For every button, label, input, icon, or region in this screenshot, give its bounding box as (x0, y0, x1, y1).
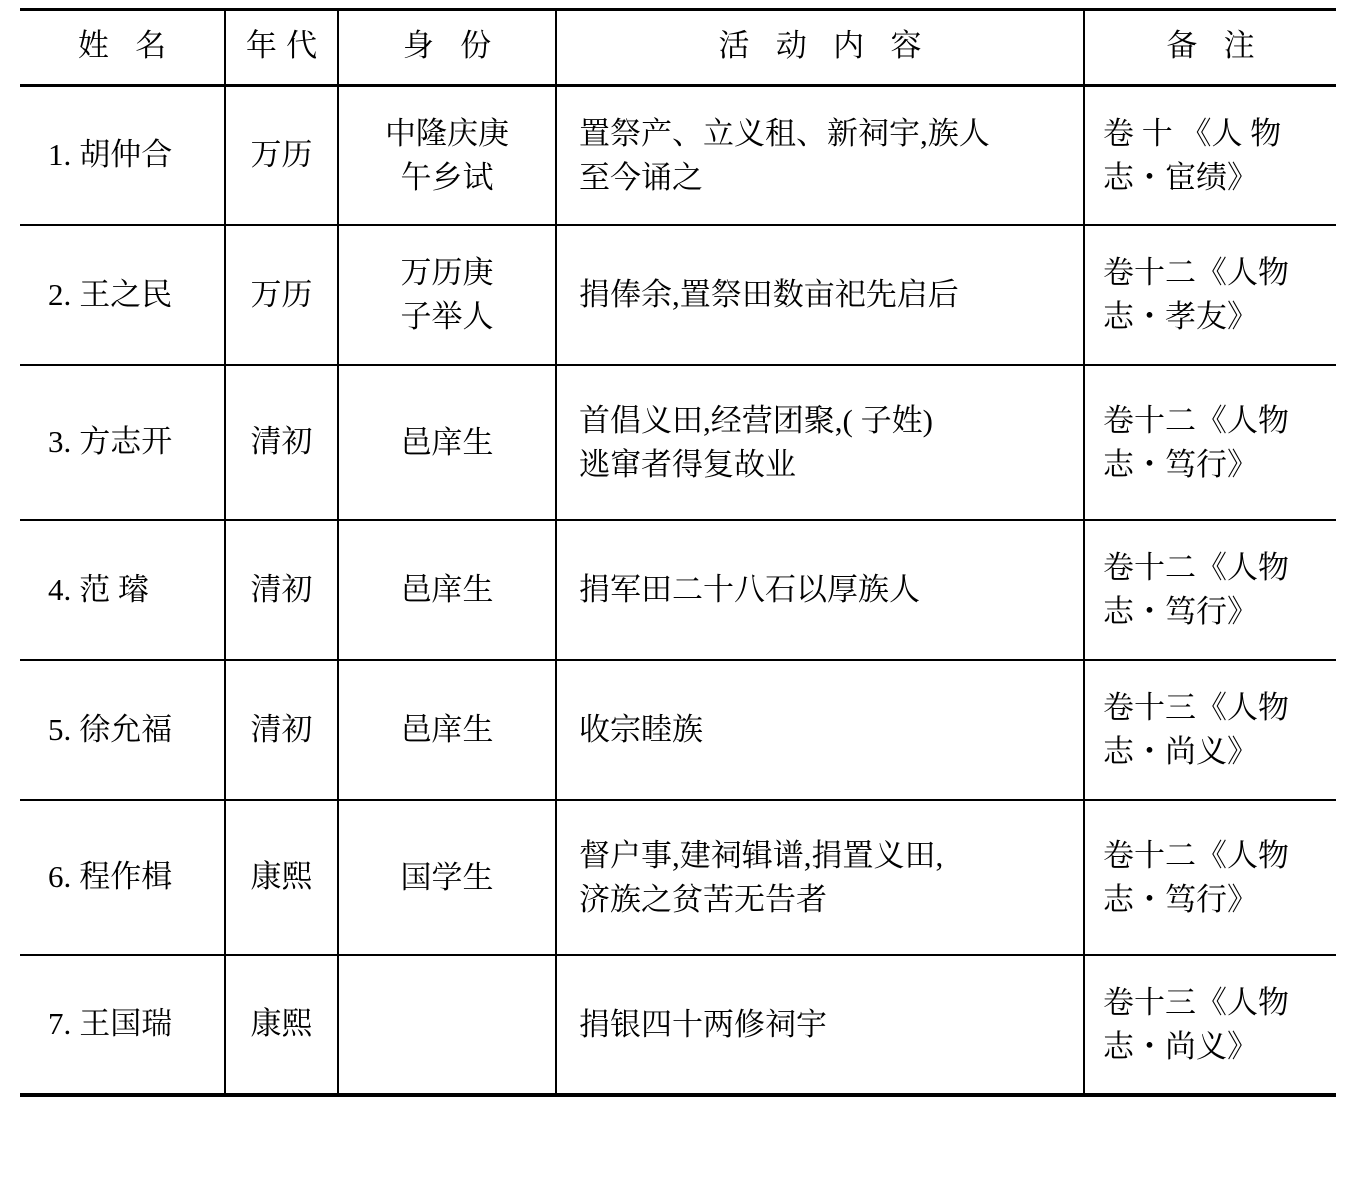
column-header-source-label: 备 注 (1166, 28, 1264, 63)
source-line-2: 志・尚义》 (1103, 1028, 1258, 1064)
status-line-1: 中隆庆庚 (385, 115, 509, 151)
row-number: 3. (48, 424, 72, 460)
source-text (1085, 971, 1336, 1079)
status-text (339, 1015, 555, 1035)
row-number: 2. (48, 276, 72, 312)
name-text (20, 124, 224, 187)
column-header-deeds (556, 10, 1084, 86)
person-name: 方志开 (79, 424, 173, 460)
name-text (20, 411, 224, 474)
table-body (20, 85, 1336, 1095)
row-number: 6. (48, 859, 72, 895)
source-line-1: 卷 十 《人 物 (1103, 115, 1282, 151)
cell-source (1084, 225, 1336, 365)
source-line-2: 志・笃行》 (1103, 446, 1258, 482)
deeds-text (557, 389, 1083, 497)
genealogy-activity-table (20, 8, 1336, 1097)
cell-source (1084, 85, 1336, 225)
name-text (20, 846, 224, 909)
name-text (20, 264, 224, 327)
deeds-line-1: 督户事,建祠辑谱,捐置义田, (579, 837, 944, 873)
source-line-1: 卷十三《人物 (1103, 690, 1289, 726)
cell-era (225, 225, 338, 365)
cell-deeds (556, 85, 1084, 225)
column-header-era (225, 10, 338, 86)
deeds-line-1: 捐俸余,置祭田数亩祀先启后 (579, 277, 959, 313)
status-text (339, 102, 555, 210)
cell-status (338, 520, 556, 660)
cell-source (1084, 955, 1336, 1095)
deeds-line-1: 首倡义田,经营团聚,( 子姓) (579, 402, 933, 438)
row-number: 1. (48, 137, 72, 173)
era-text: 万历 (250, 276, 313, 312)
cell-source (1084, 520, 1336, 660)
person-name: 程作楫 (79, 859, 173, 895)
status-text (339, 558, 555, 622)
cell-deeds (556, 225, 1084, 365)
cell-deeds (556, 800, 1084, 955)
source-line-2: 志・孝友》 (1103, 299, 1258, 335)
table-row (20, 660, 1336, 800)
table-row (20, 85, 1336, 225)
status-line-2: 子举人 (400, 299, 494, 335)
column-header-era-label: 年代 (245, 28, 327, 63)
column-header-deeds-label: 活 动 内 容 (718, 28, 931, 63)
deeds-text (557, 993, 1083, 1057)
person-name: 胡仲合 (79, 137, 173, 173)
deeds-line-2: 逃窜者得复故业 (579, 446, 796, 482)
cell-era (225, 800, 338, 955)
cell-era (225, 365, 338, 520)
cell-name (20, 225, 225, 365)
cell-status (338, 800, 556, 955)
cell-era (225, 955, 338, 1095)
cell-status (338, 955, 556, 1095)
name-text (20, 559, 224, 622)
cell-name (20, 85, 225, 225)
deeds-line-1: 置祭产、立义租、新祠宇,族人 (579, 115, 990, 151)
cell-status (338, 85, 556, 225)
table-row (20, 800, 1336, 955)
table-row (20, 365, 1336, 520)
source-line-1: 卷十二《人物 (1103, 837, 1289, 873)
cell-name (20, 660, 225, 800)
person-name: 王之民 (79, 276, 173, 312)
row-number: 4. (48, 571, 72, 607)
cell-deeds (556, 520, 1084, 660)
status-line-1: 国学生 (400, 859, 494, 895)
column-header-name (20, 10, 225, 86)
source-line-2: 志・笃行》 (1103, 594, 1258, 630)
status-text (339, 411, 555, 475)
cell-era (225, 85, 338, 225)
cell-source (1084, 660, 1336, 800)
deeds-text (557, 102, 1083, 210)
status-line-1: 万历庚 (400, 255, 494, 291)
source-line-2: 志・笃行》 (1103, 881, 1258, 917)
source-line-1: 卷十二《人物 (1103, 550, 1289, 586)
era-text: 清初 (250, 711, 313, 747)
deeds-text (557, 263, 1083, 327)
source-line-2: 志・尚义》 (1103, 734, 1258, 770)
table-row (20, 225, 1336, 365)
cell-name (20, 955, 225, 1095)
document-page (0, 8, 1354, 1179)
era-text: 万历 (250, 137, 313, 173)
status-line-1: 邑庠生 (400, 424, 494, 460)
column-header-status-label: 身 份 (402, 28, 501, 63)
deeds-line-1: 捐军田二十八石以厚族人 (579, 572, 920, 608)
cell-era (225, 520, 338, 660)
table-row (20, 955, 1336, 1095)
column-header-status (338, 10, 556, 86)
era-text: 清初 (250, 571, 313, 607)
cell-source (1084, 800, 1336, 955)
row-number: 5. (48, 711, 72, 747)
source-text (1085, 676, 1336, 784)
cell-name (20, 520, 225, 660)
source-line-1: 卷十二《人物 (1103, 402, 1289, 438)
status-text (339, 698, 555, 762)
person-name: 范 璿 (79, 571, 149, 607)
table-row (20, 520, 1336, 660)
table-header-row (20, 10, 1336, 86)
column-header-source (1084, 10, 1336, 86)
column-header-name-label: 姓 名 (77, 28, 176, 63)
cell-name (20, 800, 225, 955)
person-name: 徐允福 (79, 711, 173, 747)
person-name: 王国瑞 (79, 1006, 173, 1042)
cell-deeds (556, 660, 1084, 800)
source-line-1: 卷十二《人物 (1103, 255, 1289, 291)
cell-status (338, 225, 556, 365)
deeds-text (557, 698, 1083, 762)
deeds-text (557, 824, 1083, 932)
cell-source (1084, 365, 1336, 520)
status-text (339, 241, 555, 349)
cell-deeds (556, 955, 1084, 1095)
deeds-line-1: 捐银四十两修祠宇 (579, 1006, 827, 1042)
status-line-1: 邑庠生 (400, 572, 494, 608)
cell-status (338, 365, 556, 520)
name-text (20, 699, 224, 762)
source-text (1085, 824, 1336, 932)
row-number: 7. (48, 1006, 72, 1042)
deeds-line-2: 至今诵之 (579, 159, 703, 195)
name-text (20, 993, 224, 1056)
status-text (339, 846, 555, 910)
cell-name (20, 365, 225, 520)
cell-deeds (556, 365, 1084, 520)
cell-status (338, 660, 556, 800)
source-text (1085, 102, 1336, 210)
status-line-2: 午乡试 (400, 159, 494, 195)
status-line-1: 邑庠生 (400, 712, 494, 748)
era-text: 康熙 (250, 1006, 313, 1042)
era-text: 清初 (250, 424, 313, 460)
source-line-1: 卷十三《人物 (1103, 984, 1289, 1020)
deeds-line-1: 收宗睦族 (579, 712, 703, 748)
cell-era (225, 660, 338, 800)
deeds-text (557, 558, 1083, 622)
source-text (1085, 536, 1336, 644)
source-text (1085, 241, 1336, 349)
source-line-2: 志・宦绩》 (1103, 159, 1258, 195)
source-text (1085, 389, 1336, 497)
era-text: 康熙 (250, 859, 313, 895)
table-header (20, 10, 1336, 86)
deeds-line-2: 济族之贫苦无告者 (579, 881, 827, 917)
